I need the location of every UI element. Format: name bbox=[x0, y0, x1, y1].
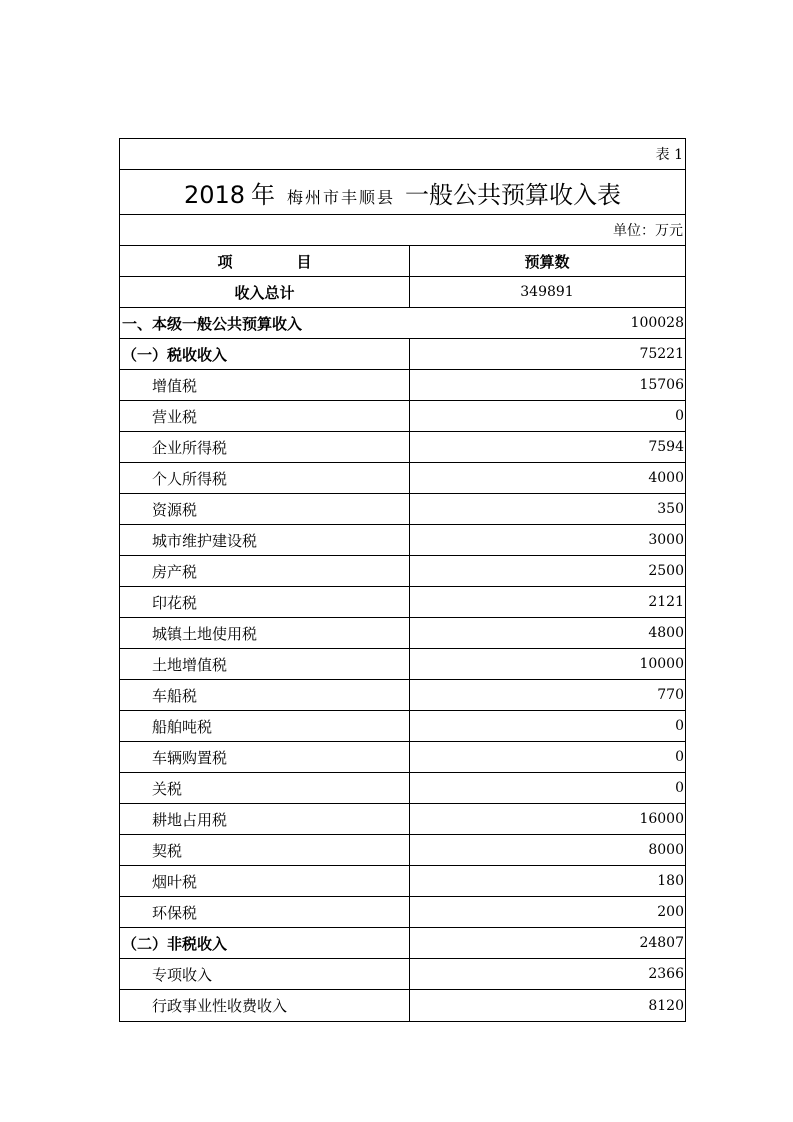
row-value: 200 bbox=[657, 904, 684, 920]
row-value: 15706 bbox=[639, 377, 684, 393]
table-row bbox=[120, 401, 685, 432]
row-value: 350 bbox=[657, 501, 684, 517]
title-name: 一般公共预算收入表 bbox=[405, 180, 622, 209]
table-row bbox=[120, 587, 685, 618]
row-label: 专项收入 bbox=[120, 959, 410, 989]
header-item-a: 项 bbox=[217, 252, 233, 271]
row-value: 0 bbox=[675, 749, 684, 765]
row-value: 10000 bbox=[639, 656, 684, 672]
table-row bbox=[120, 649, 685, 680]
row-value: 180 bbox=[657, 873, 684, 889]
table-number-row bbox=[120, 139, 685, 170]
table-row bbox=[120, 835, 685, 866]
row-label: 耕地占用税 bbox=[120, 804, 410, 834]
title-year: 2018 bbox=[183, 180, 246, 209]
row-label: 烟叶税 bbox=[120, 866, 410, 896]
tax-row bbox=[120, 339, 685, 370]
row-value: 2121 bbox=[648, 594, 684, 610]
table-row bbox=[120, 370, 685, 401]
row-value: 8120 bbox=[648, 997, 684, 1014]
tax-label: （一）税收收入 bbox=[120, 339, 410, 369]
header-value: 预算数 bbox=[524, 252, 570, 271]
row-label: 关税 bbox=[120, 773, 410, 803]
row-value: 0 bbox=[675, 718, 684, 734]
title-nian: 年 bbox=[251, 180, 276, 209]
row-label: 印花税 bbox=[120, 587, 410, 617]
table-row bbox=[120, 742, 685, 773]
total-value: 349891 bbox=[520, 284, 574, 300]
row-value: 3000 bbox=[648, 532, 684, 548]
row-value: 2500 bbox=[648, 563, 684, 579]
table-row bbox=[120, 990, 685, 1021]
row-label: 船舶吨税 bbox=[120, 711, 410, 741]
row-value: 2366 bbox=[648, 966, 684, 982]
unit-label: 单位：万元 bbox=[613, 223, 683, 239]
table-row bbox=[120, 463, 685, 494]
nontax-row bbox=[120, 928, 685, 959]
row-value: 7594 bbox=[648, 439, 684, 455]
row-label: 个人所得税 bbox=[120, 463, 410, 493]
nontax-value: 24807 bbox=[639, 935, 684, 951]
budget-table bbox=[119, 138, 686, 1022]
page-title bbox=[120, 175, 685, 210]
row-label: 营业税 bbox=[120, 401, 410, 431]
header-row bbox=[120, 246, 685, 277]
row-label: 房产税 bbox=[120, 556, 410, 586]
section1-row bbox=[120, 308, 685, 339]
row-label: 城镇土地使用税 bbox=[120, 618, 410, 648]
row-value: 4000 bbox=[648, 470, 684, 486]
table-row bbox=[120, 897, 685, 928]
row-label: 资源税 bbox=[120, 494, 410, 524]
table-row bbox=[120, 711, 685, 742]
section1-value: 100028 bbox=[630, 315, 684, 331]
header-item bbox=[120, 246, 410, 276]
title-row bbox=[120, 170, 685, 215]
row-label: 增值税 bbox=[120, 370, 410, 400]
row-label: 车船税 bbox=[120, 680, 410, 710]
row-label: 环保税 bbox=[120, 897, 410, 927]
table-row bbox=[120, 556, 685, 587]
row-label: 契税 bbox=[120, 835, 410, 865]
row-value: 0 bbox=[675, 408, 684, 424]
header-item-b: 目 bbox=[296, 252, 312, 271]
row-label: 行政事业性收费收入 bbox=[120, 990, 410, 1021]
tax-value: 75221 bbox=[639, 346, 684, 362]
table-row bbox=[120, 866, 685, 897]
row-label: 土地增值税 bbox=[120, 649, 410, 679]
table-row bbox=[120, 525, 685, 556]
table-row bbox=[120, 432, 685, 463]
row-value: 0 bbox=[675, 780, 684, 796]
table-row bbox=[120, 773, 685, 804]
row-value: 770 bbox=[657, 687, 684, 703]
table-row bbox=[120, 959, 685, 990]
total-row bbox=[120, 277, 685, 308]
row-value: 16000 bbox=[639, 811, 684, 827]
title-region: 梅州市丰顺县 bbox=[287, 187, 396, 207]
unit-row bbox=[120, 215, 685, 246]
row-label: 企业所得税 bbox=[120, 432, 410, 462]
section1-label: 一、本级一般公共预算收入 bbox=[122, 314, 303, 333]
total-label: 收入总计 bbox=[120, 277, 410, 307]
row-label: 车辆购置税 bbox=[120, 742, 410, 772]
row-value: 8000 bbox=[648, 842, 684, 858]
table-number: 表 1 bbox=[655, 147, 683, 163]
table-row bbox=[120, 680, 685, 711]
row-value: 4800 bbox=[648, 625, 684, 641]
row-label: 城市维护建设税 bbox=[120, 525, 410, 555]
table-row bbox=[120, 618, 685, 649]
nontax-label: （二）非税收入 bbox=[120, 928, 410, 958]
table-row bbox=[120, 494, 685, 525]
table-row bbox=[120, 804, 685, 835]
